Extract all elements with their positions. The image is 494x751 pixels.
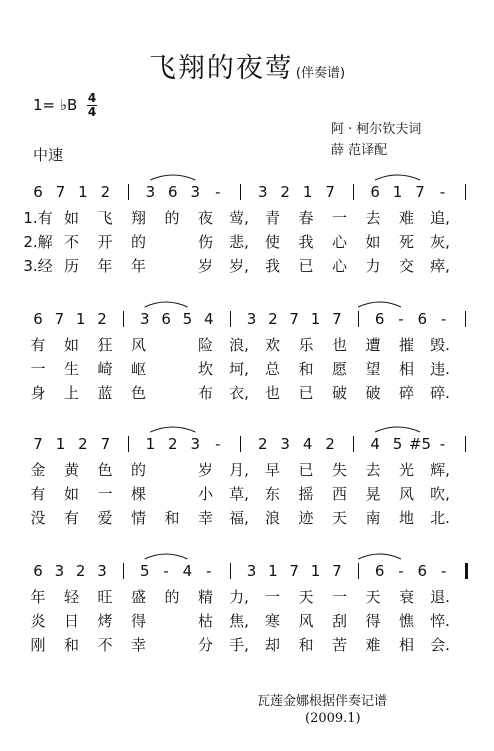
tempo-marking: 中速 — [33, 146, 64, 164]
bar-line — [353, 184, 354, 200]
jianpu-note: - — [439, 435, 446, 453]
lyric-line-3 — [0, 634, 494, 656]
lyric-syllable: 悴. — [430, 612, 450, 630]
lyric-syllable: 遭 — [365, 336, 381, 354]
lyric-syllable: 不 — [97, 636, 113, 654]
lyric-syllable: 的 — [130, 233, 147, 251]
jianpu-note: - — [206, 562, 212, 580]
lyric-syllable: 相 — [398, 360, 415, 378]
lyric-syllable: 3.经 — [23, 257, 53, 275]
lyric-syllable: 风 — [398, 485, 415, 503]
lyric-syllable: 如 — [63, 485, 80, 503]
meter-bottom: 4 — [87, 105, 97, 119]
jianpu-note: - — [163, 562, 169, 580]
lyric-syllable: 上 — [63, 384, 80, 402]
jianpu-note: 2 — [280, 183, 290, 201]
jianpu-note: 3 — [97, 562, 107, 580]
lyric-syllable: 浪 — [264, 509, 281, 527]
jianpu-note: 6 — [33, 183, 43, 201]
lyric-syllable: 坎 — [197, 360, 214, 378]
jianpu-note: 6 — [168, 183, 178, 201]
lyric-syllable: 力, — [229, 588, 249, 606]
jianpu-note: 4 — [204, 310, 214, 328]
jianpu-note: 2 — [78, 435, 88, 453]
lyric-syllable: 狂 — [97, 336, 113, 354]
jianpu-note: 6 — [161, 310, 171, 328]
lyric-line-3 — [0, 255, 494, 277]
lyric-syllable: 年 — [30, 588, 46, 606]
lyric-syllable: 摧 — [398, 336, 415, 354]
jianpu-note: 6 — [417, 310, 428, 328]
lyric-syllable: 险 — [197, 336, 214, 354]
lyric-syllable: 翔 — [130, 209, 147, 227]
lyric-syllable: 辉, — [430, 461, 450, 479]
jianpu-note: 1 — [75, 310, 86, 328]
lyric-syllable: 晃 — [365, 485, 381, 503]
lyric-syllable: 色 — [130, 384, 147, 402]
jianpu-note: 3 — [257, 183, 268, 201]
lyric-syllable: 和 — [298, 636, 314, 654]
lyric-syllable: 乐 — [298, 336, 314, 354]
lyric-syllable: 天 — [365, 588, 381, 606]
lyric-syllable: 一 — [97, 485, 113, 503]
jianpu-note: - — [440, 562, 447, 580]
lyric-syllable: 也 — [264, 384, 281, 402]
jianpu-note: 3 — [54, 562, 65, 580]
lyric-syllable: 破 — [331, 384, 348, 402]
bar-line — [128, 436, 129, 452]
jianpu-note: 6 — [374, 562, 385, 580]
lyric-syllable: 交 — [398, 257, 415, 275]
jianpu-note: 3 — [190, 435, 201, 453]
lyric-syllable: 2.解 — [23, 233, 53, 251]
page-title — [0, 46, 494, 85]
lyric-syllable: 望 — [365, 360, 381, 378]
jianpu-note: 6 — [33, 562, 43, 580]
lyric-syllable: 莺, — [229, 209, 249, 227]
lyric-syllable: 已 — [298, 461, 314, 479]
lyric-syllable: 的 — [130, 461, 147, 479]
jianpu-note: 7 — [100, 435, 111, 453]
lyric-syllable: 一 — [30, 360, 46, 378]
jianpu-note: - — [439, 183, 446, 201]
lyric-syllable: 相 — [398, 636, 415, 654]
lyric-line-3 — [0, 507, 494, 529]
lyric-syllable: 刚 — [30, 636, 46, 654]
jianpu-note: 7 — [289, 562, 299, 580]
lyric-syllable: 难 — [365, 636, 381, 654]
lyric-syllable: 如 — [63, 336, 80, 354]
lyric-syllable: 和 — [298, 360, 314, 378]
lyric-syllable: 已 — [298, 257, 314, 275]
bar-line — [123, 563, 124, 579]
lyric-line-2 — [0, 483, 494, 505]
lyric-syllable: 去 — [365, 209, 381, 227]
lyric-syllable: 衣, — [229, 384, 249, 402]
lyric-syllable: 草, — [229, 485, 249, 503]
lyric-syllable: 布 — [197, 384, 214, 402]
jianpu-note: 4 — [182, 562, 193, 580]
lyric-syllable: 风 — [130, 336, 147, 354]
lyric-syllable: 心 — [331, 257, 348, 275]
jianpu-note: - — [398, 562, 404, 580]
lyric-syllable: 分 — [197, 636, 214, 654]
jianpu-note: - — [398, 310, 404, 328]
lyric-syllable: 飞 — [97, 209, 113, 227]
lyric-syllable: 毁. — [430, 336, 450, 354]
jianpu-note: 2 — [257, 435, 268, 453]
lyric-syllable: 衰 — [398, 588, 415, 606]
lyric-syllable: 和 — [63, 636, 80, 654]
lyric-syllable: 夜 — [197, 209, 214, 227]
jianpu-note: 6 — [374, 310, 385, 328]
lyric-syllable: 有 — [30, 336, 46, 354]
jianpu-note: 1 — [302, 183, 313, 201]
lyric-line-2 — [0, 358, 494, 380]
lyric-syllable: 刮 — [331, 612, 348, 630]
jianpu-note: 1 — [310, 310, 321, 328]
lyric-syllable: 没 — [30, 509, 46, 527]
jianpu-note: 2 — [100, 183, 111, 201]
lyric-syllable: 蓝 — [97, 384, 113, 402]
song-title: 飞翔的夜莺 — [148, 53, 294, 84]
lyric-syllable: 盛 — [130, 588, 147, 606]
lyric-line-1 — [0, 586, 494, 608]
song-subtitle: (伴奏谱) — [295, 66, 346, 81]
lyric-syllable: 我 — [298, 233, 314, 251]
jianpu-note: 7 — [289, 310, 299, 328]
lyric-syllable: 年 — [130, 257, 147, 275]
lyric-syllable: 失 — [331, 461, 348, 479]
lyric-syllable: 天 — [331, 509, 348, 527]
lyric-syllable: 岁 — [197, 461, 214, 479]
bar-line — [465, 184, 466, 200]
bar-line — [123, 311, 124, 327]
jianpu-note: 2 — [268, 310, 278, 328]
jianpu-note: 3 — [145, 183, 156, 201]
lyric-syllable: 生 — [63, 360, 80, 378]
jianpu-note: 1 — [78, 183, 88, 201]
jianpu-note: 3 — [190, 183, 201, 201]
lyric-syllable: 总 — [264, 360, 281, 378]
lyric-syllable: 轻 — [63, 588, 80, 606]
lyric-syllable: 瘁, — [430, 257, 450, 275]
jianpu-note: 6 — [33, 310, 43, 328]
lyric-syllable: 情 — [130, 509, 147, 527]
lyric-syllable: 如 — [63, 209, 80, 227]
slur-arc — [150, 427, 195, 432]
jianpu-note: 3 — [139, 310, 150, 328]
slur-arc — [375, 427, 420, 432]
lyric-syllable: 迹 — [298, 509, 314, 527]
lyric-syllable: 年 — [97, 257, 113, 275]
jianpu-note: 2 — [168, 435, 178, 453]
lyric-syllable: 浪, — [229, 336, 249, 354]
lyric-syllable: 风 — [298, 612, 314, 630]
jianpu-note: 1 — [268, 562, 278, 580]
lyric-syllable: 炎 — [30, 612, 46, 630]
time-signature — [87, 92, 97, 119]
bar-line — [358, 563, 359, 579]
lyric-syllable: 黄 — [63, 461, 80, 479]
lyric-syllable: 吹, — [430, 485, 450, 503]
jianpu-note: 7 — [55, 183, 66, 201]
lyric-syllable: 身 — [30, 384, 46, 402]
lyric-syllable: 南 — [365, 509, 381, 527]
lyric-line-3 — [0, 382, 494, 404]
jianpu-note: 4 — [302, 435, 313, 453]
bar-line — [465, 436, 466, 452]
lyric-syllable: 去 — [365, 461, 381, 479]
lyric-syllable: 的 — [164, 209, 180, 227]
lyric-syllable: 不 — [63, 233, 80, 251]
lyric-syllable: 退. — [430, 588, 450, 606]
lyric-syllable: 追, — [430, 209, 450, 227]
lyric-syllable: 如 — [365, 233, 381, 251]
lyric-syllable: 1.有 — [23, 209, 53, 227]
jianpu-note: - — [215, 435, 221, 453]
lyric-syllable: 岁, — [229, 257, 249, 275]
lyric-syllable: 寒 — [264, 612, 281, 630]
jianpu-note: 4 — [370, 435, 380, 453]
jianpu-note: 2 — [325, 435, 335, 453]
bar-line — [230, 563, 231, 579]
jianpu-note: 1 — [310, 562, 321, 580]
lyric-syllable: 早 — [264, 461, 281, 479]
jianpu-note: 3 — [246, 562, 257, 580]
footer-date: (2009.1) — [305, 711, 361, 726]
jianpu-note: #5 — [408, 435, 432, 453]
lyric-syllable: 会. — [430, 636, 450, 654]
lyric-syllable: 力 — [365, 257, 381, 275]
lyric-line-1 — [0, 334, 494, 356]
lyric-syllable: 焦, — [229, 612, 249, 630]
lyric-syllable: 岖 — [130, 360, 147, 378]
lyric-syllable: 福, — [229, 509, 249, 527]
footer-note: 瓦莲金娜根据伴奏记谱 — [257, 694, 388, 709]
lyric-line-2 — [0, 610, 494, 632]
lyric-syllable: 开 — [97, 233, 113, 251]
lyric-syllable: 手, — [229, 636, 249, 654]
slur-arc — [150, 175, 195, 180]
lyric-syllable: 有 — [63, 509, 80, 527]
lyric-syllable: 得 — [365, 612, 381, 630]
jianpu-note: 2 — [75, 562, 86, 580]
lyric-syllable: 地 — [398, 509, 415, 527]
jianpu-note: 7 — [415, 183, 425, 201]
jianpu-note: 7 — [325, 183, 335, 201]
jianpu-note: 7 — [33, 435, 43, 453]
jianpu-note: 3 — [246, 310, 257, 328]
jianpu-note: 5 — [182, 310, 193, 328]
lyric-syllable: 坷, — [229, 360, 249, 378]
lyric-syllable: 心 — [331, 233, 348, 251]
bar-line — [240, 436, 241, 452]
lyric-line-1 — [0, 207, 494, 229]
jianpu-note: 5 — [139, 562, 150, 580]
bar-line — [358, 311, 359, 327]
lyric-syllable: 已 — [298, 384, 314, 402]
lyric-syllable: 青 — [264, 209, 281, 227]
slur-arc — [145, 302, 188, 307]
lyric-syllable: 有 — [30, 485, 46, 503]
lyric-syllable: 摇 — [298, 485, 314, 503]
arranger-credit: 薛 范译配 — [331, 143, 388, 158]
lyric-syllable: 悲, — [229, 233, 249, 251]
lyric-syllable: 的 — [164, 588, 180, 606]
lyricist-credit: 阿 · 柯尔钦夫词 — [331, 122, 422, 137]
lyric-syllable: 北. — [430, 509, 450, 527]
lyric-syllable: 小 — [197, 485, 214, 503]
jianpu-note: 1 — [55, 435, 66, 453]
lyric-syllable: 却 — [264, 636, 281, 654]
key-signature: 1= ♭B — [33, 96, 78, 114]
lyric-syllable: 苦 — [331, 636, 348, 654]
lyric-syllable: 一 — [264, 588, 281, 606]
lyric-syllable: 一 — [331, 588, 348, 606]
lyric-syllable: 憔 — [398, 612, 415, 630]
lyric-syllable: 我 — [264, 257, 281, 275]
lyric-syllable: 旺 — [97, 588, 113, 606]
jianpu-note: 1 — [145, 435, 156, 453]
lyric-syllable: 伤 — [197, 233, 214, 251]
lyric-syllable: 也 — [331, 336, 348, 354]
lyric-line-1 — [0, 459, 494, 481]
bar-line — [465, 563, 468, 579]
jianpu-note: 2 — [97, 310, 107, 328]
lyric-syllable: 天 — [298, 588, 314, 606]
lyric-syllable: 违. — [430, 360, 450, 378]
jianpu-note: 6 — [370, 183, 380, 201]
jianpu-note: 1 — [392, 183, 403, 201]
lyric-syllable: 欢 — [264, 336, 281, 354]
lyric-line-2 — [0, 231, 494, 253]
lyric-syllable: 岁 — [197, 257, 214, 275]
lyric-syllable: 和 — [164, 509, 180, 527]
slur-arc — [358, 554, 401, 559]
lyric-syllable: 春 — [298, 209, 314, 227]
jianpu-note: 5 — [392, 435, 403, 453]
bar-line — [230, 311, 231, 327]
lyric-syllable: 金 — [30, 461, 46, 479]
lyric-syllable: 日 — [63, 612, 80, 630]
lyric-syllable: 难 — [398, 209, 415, 227]
lyric-syllable: 幸 — [130, 636, 147, 654]
lyric-syllable: 烤 — [97, 612, 113, 630]
lyric-syllable: 光 — [398, 461, 415, 479]
bar-line — [465, 311, 466, 327]
bar-line — [128, 184, 129, 200]
lyric-syllable: 爱 — [97, 509, 113, 527]
lyric-syllable: 崎 — [97, 360, 113, 378]
lyric-syllable: 色 — [97, 461, 113, 479]
lyric-syllable: 月, — [229, 461, 249, 479]
bar-line — [240, 184, 241, 200]
lyric-syllable: 棵 — [130, 485, 147, 503]
lyric-syllable: 破 — [365, 384, 381, 402]
jianpu-note: 7 — [332, 562, 342, 580]
bar-line — [353, 436, 354, 452]
jianpu-note: 3 — [280, 435, 290, 453]
lyric-syllable: 枯 — [197, 612, 214, 630]
jianpu-note: - — [215, 183, 221, 201]
lyric-syllable: 死 — [398, 233, 415, 251]
lyric-syllable: 幸 — [197, 509, 214, 527]
lyric-syllable: 碎 — [398, 384, 415, 402]
lyric-syllable: 碎. — [430, 384, 450, 402]
lyric-syllable: 一 — [331, 209, 348, 227]
lyric-syllable: 得 — [130, 612, 147, 630]
jianpu-note: - — [440, 310, 447, 328]
lyric-syllable: 精 — [197, 588, 214, 606]
lyric-syllable: 历 — [63, 257, 80, 275]
lyric-syllable: 灰, — [430, 233, 450, 251]
meter-top: 4 — [87, 91, 97, 105]
lyric-syllable: 东 — [264, 485, 281, 503]
lyric-syllable: 使 — [264, 233, 281, 251]
jianpu-note: 7 — [332, 310, 342, 328]
slur-arc — [358, 302, 401, 307]
slur-arc — [375, 175, 420, 180]
lyric-syllable: 西 — [331, 485, 348, 503]
jianpu-note: 6 — [417, 562, 428, 580]
slur-arc — [145, 554, 188, 559]
lyric-syllable: 愿 — [331, 360, 348, 378]
jianpu-note: 7 — [54, 310, 65, 328]
